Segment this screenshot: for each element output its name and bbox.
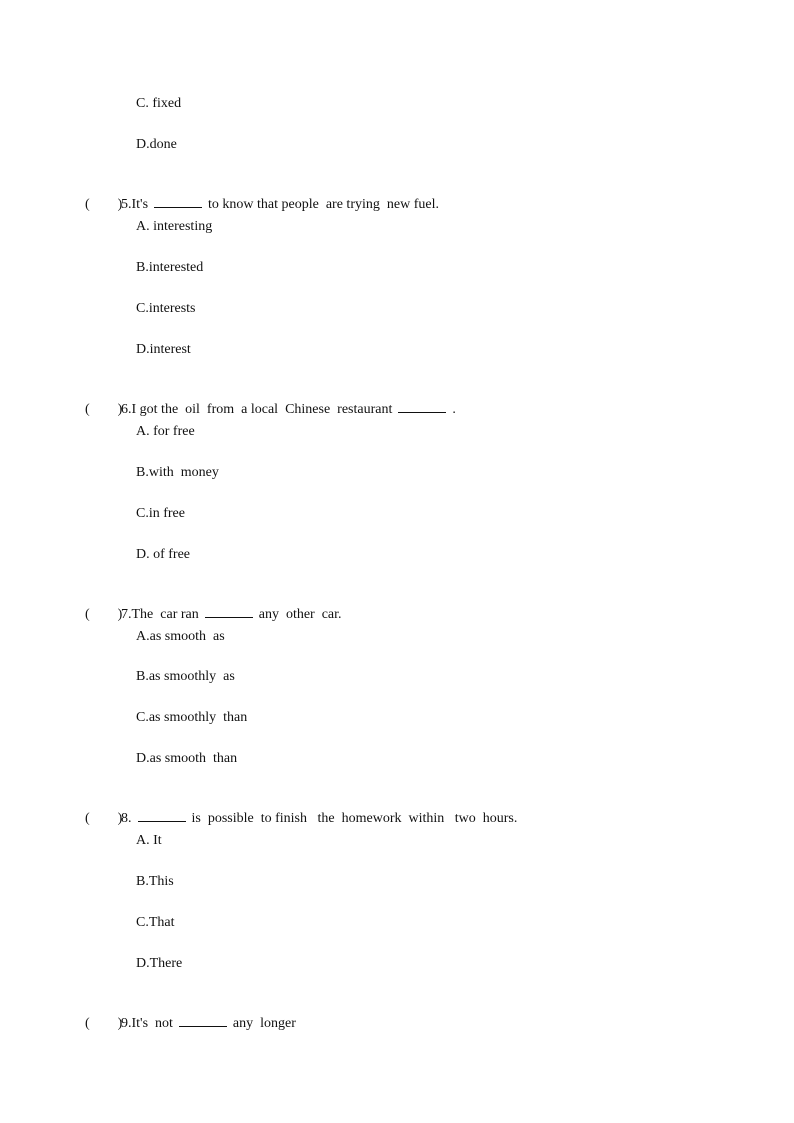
question-text-before: 9.It's not <box>121 1016 173 1031</box>
answer-blank <box>179 1014 227 1027</box>
question-5 <box>71 177 439 232</box>
option-c-carryover: C. fixed <box>136 96 182 111</box>
option-a: A.as smooth as <box>136 629 225 644</box>
answer-paren: ( ) <box>85 197 123 212</box>
question-text-before: 5.It's <box>121 197 149 212</box>
question-text-after: . <box>452 402 456 417</box>
option-d: D.as smooth than <box>136 751 238 766</box>
option-c: C.in free <box>136 506 185 521</box>
answer-blank <box>205 605 253 618</box>
option-a: A. It <box>136 833 162 848</box>
option-c: C.interests <box>136 301 196 316</box>
answer-blank <box>138 809 186 822</box>
answer-paren: ( ) <box>85 402 123 417</box>
option-d: D.There <box>136 956 183 971</box>
question-text-before: 6.I got the oil from a local Chinese restaurant <box>121 402 393 417</box>
option-d: D. of free <box>136 547 191 562</box>
option-b: B.interested <box>136 260 204 275</box>
option-b: B.This <box>136 874 174 889</box>
question-9 <box>71 996 296 1051</box>
question-text-after: to know that people are trying new fuel. <box>208 197 439 212</box>
answer-blank <box>154 195 202 208</box>
option-d-carryover: D.done <box>136 137 177 152</box>
answer-paren: ( ) <box>85 1016 123 1031</box>
option-a: A. for free <box>136 424 195 439</box>
answer-blank <box>398 400 446 413</box>
option-c: C.as smoothly than <box>136 710 248 725</box>
question-6 <box>71 382 456 437</box>
option-b: B.as smoothly as <box>136 669 235 684</box>
question-text-before: 7.The car ran <box>121 607 199 622</box>
option-a: A. interesting <box>136 219 213 234</box>
answer-paren: ( ) <box>85 811 123 826</box>
question-text-after: any other car. <box>258 607 342 622</box>
question-text-after: is possible to finish the homework within two hours. <box>191 811 518 826</box>
option-d: D.interest <box>136 342 191 357</box>
question-text-after: any longer <box>232 1016 296 1031</box>
option-b: B.with money <box>136 465 219 480</box>
option-c: C.That <box>136 915 175 930</box>
question-text-before: 8. <box>121 811 132 826</box>
answer-paren: ( ) <box>85 607 123 622</box>
